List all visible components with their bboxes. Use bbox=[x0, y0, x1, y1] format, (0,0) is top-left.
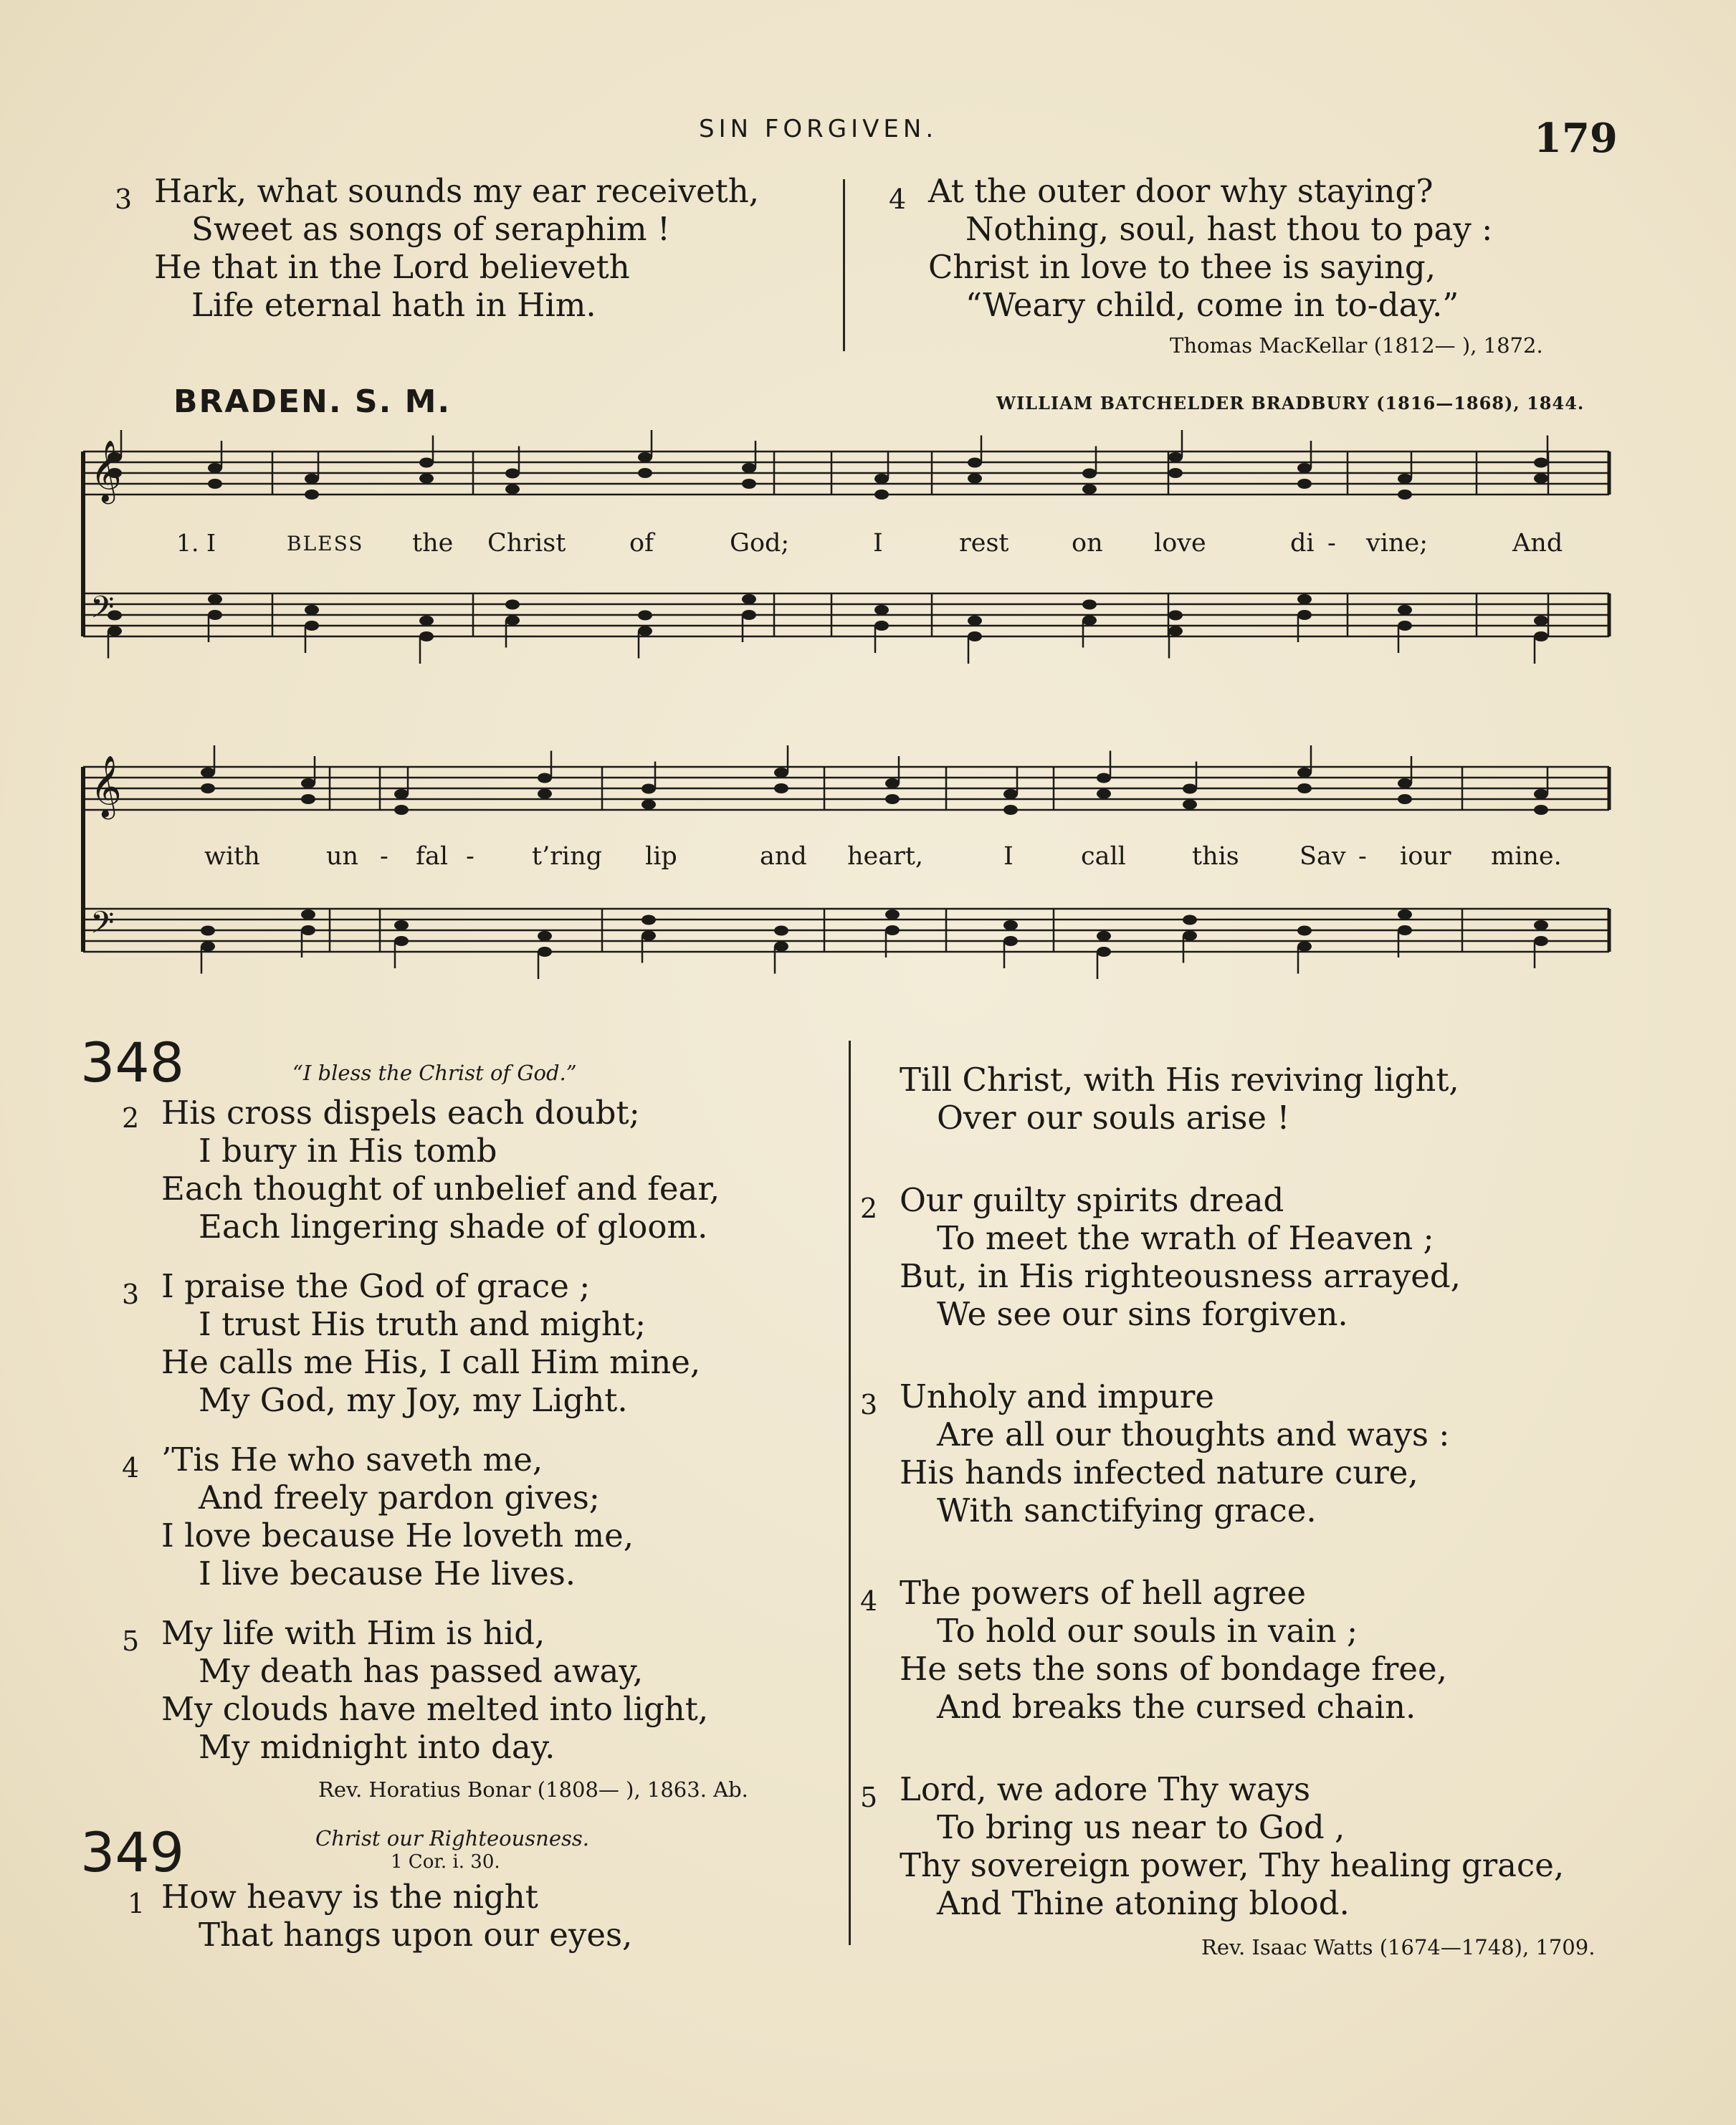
lyric-syllable: and bbox=[760, 842, 807, 871]
hymn-title-349: Christ our Righteousness. bbox=[315, 1826, 589, 1851]
note-head bbox=[885, 778, 900, 788]
lyric-syllable: di bbox=[1290, 529, 1315, 558]
stanza-line: My life with Him is hid, bbox=[161, 1614, 545, 1652]
note-head bbox=[1297, 942, 1312, 952]
lyric-syllable: love bbox=[1154, 529, 1206, 558]
bass-clef: 𝄢 bbox=[90, 905, 115, 948]
lyric-syllable: with bbox=[204, 842, 260, 871]
stanza-line: With sanctifying grace. bbox=[937, 1491, 1317, 1529]
prev-stanza-3 bbox=[115, 172, 759, 324]
note-head bbox=[305, 474, 319, 484]
note-head bbox=[638, 626, 652, 636]
stanza-line: I love because He loveth me, bbox=[161, 1517, 634, 1555]
note-head bbox=[1398, 605, 1412, 615]
hymn349-stanza-3 bbox=[860, 1377, 1449, 1529]
note-head bbox=[1003, 789, 1018, 799]
note-head bbox=[1398, 490, 1412, 500]
stanza-line: Till Christ, with His reviving light, bbox=[900, 1061, 1459, 1099]
stanza-line: Over our souls arise ! bbox=[937, 1099, 1290, 1137]
author-credit: Rev. Isaac Watts (1674—1748), 1709. bbox=[1201, 1935, 1596, 1959]
note-head bbox=[419, 631, 434, 641]
note-head bbox=[742, 594, 756, 604]
note-head bbox=[774, 926, 788, 936]
note-head bbox=[874, 490, 889, 500]
stanza-number: 1 bbox=[128, 1888, 146, 1919]
stanza-number: 2 bbox=[122, 1102, 140, 1134]
stanza-number: 5 bbox=[860, 1782, 878, 1813]
composer-credit: WILLIAM BATCHELDER BRADBURY (1816—1868), 1844. bbox=[996, 393, 1585, 414]
note-head bbox=[1534, 631, 1548, 641]
stanza-line: His hands infected nature cure, bbox=[900, 1453, 1418, 1491]
stanza-line: Life eternal hath in Him. bbox=[191, 286, 596, 324]
note-head bbox=[1082, 616, 1097, 626]
note-head bbox=[1534, 789, 1548, 799]
note-head bbox=[1297, 926, 1312, 936]
lyric-syllable: the bbox=[412, 529, 454, 558]
note-head bbox=[1097, 789, 1111, 799]
treble-clef: 𝄞 bbox=[90, 440, 122, 502]
stanza-line: My midnight into day. bbox=[199, 1728, 555, 1766]
note-head bbox=[538, 947, 552, 957]
stanza-line: My God, my Joy, my Light. bbox=[199, 1381, 628, 1419]
note-head bbox=[874, 474, 889, 484]
note-head bbox=[208, 594, 222, 604]
stanza-number: 4 bbox=[122, 1452, 140, 1484]
hymn349-stanza-5 bbox=[860, 1770, 1564, 1922]
lyric-syllable: un bbox=[326, 842, 359, 871]
hymn-number-349: 349 bbox=[80, 1820, 185, 1884]
hymn348-stanza-3 bbox=[122, 1267, 700, 1419]
stanza-line: But, in His righteousness arrayed, bbox=[900, 1257, 1461, 1295]
note-head bbox=[1534, 936, 1548, 946]
running-title: SIN FORGIVEN. bbox=[699, 115, 938, 143]
note-head bbox=[1082, 600, 1097, 610]
note-head bbox=[1168, 611, 1183, 621]
stanza-line: To hold our souls in vain ; bbox=[937, 1612, 1358, 1650]
note-head bbox=[742, 610, 756, 620]
stanza-line: I bury in His tomb bbox=[199, 1132, 497, 1170]
stanza-line: Each thought of unbelief and fear, bbox=[161, 1170, 720, 1208]
note-head bbox=[774, 942, 788, 952]
hymn348-stanza-4 bbox=[122, 1441, 634, 1592]
hymn348-stanza-2 bbox=[122, 1094, 720, 1246]
note-head bbox=[1003, 805, 1018, 815]
note-head bbox=[394, 789, 409, 799]
hymn349-stanza-1 bbox=[122, 1878, 632, 1954]
note-head bbox=[419, 458, 434, 468]
note-head bbox=[301, 909, 315, 920]
stanza-number: 3 bbox=[860, 1389, 878, 1420]
note-head bbox=[742, 479, 756, 489]
stanza-line: Are all our thoughts and ways : bbox=[937, 1415, 1450, 1453]
note-head bbox=[968, 631, 982, 641]
stanza-line: Christ in love to thee is saying, bbox=[928, 248, 1436, 286]
note-head bbox=[505, 616, 520, 626]
note-head bbox=[874, 621, 889, 631]
stanza-line: My clouds have melted into light, bbox=[161, 1690, 709, 1728]
column-divider bbox=[843, 179, 845, 351]
stanza-line: He sets the sons of bondage free, bbox=[900, 1650, 1447, 1688]
lyric-syllable: vine; bbox=[1366, 529, 1429, 558]
note-head bbox=[301, 925, 315, 935]
note-head bbox=[538, 789, 552, 799]
note-head bbox=[208, 479, 222, 489]
stanza-line: That hangs upon our eyes, bbox=[199, 1916, 633, 1954]
note-head bbox=[201, 942, 215, 952]
lyric-syllable: rest bbox=[959, 529, 1009, 558]
note-head bbox=[1398, 778, 1412, 788]
note-head bbox=[774, 768, 788, 778]
note-head bbox=[1183, 915, 1197, 925]
note-head bbox=[1297, 768, 1312, 778]
note-head bbox=[1297, 783, 1312, 793]
note-head bbox=[1082, 469, 1097, 479]
stanza-line: My death has passed away, bbox=[199, 1652, 644, 1690]
note-head bbox=[305, 605, 319, 615]
note-head bbox=[1097, 773, 1111, 783]
note-head bbox=[1297, 479, 1312, 489]
stanza-number: 4 bbox=[889, 183, 907, 215]
note-head bbox=[1183, 784, 1197, 794]
note-head bbox=[1398, 621, 1412, 631]
stanza-line: And breaks the cursed chain. bbox=[937, 1688, 1416, 1726]
stanza-line: We see our sins forgiven. bbox=[937, 1295, 1348, 1333]
note-head bbox=[1398, 909, 1412, 920]
note-head bbox=[505, 484, 520, 495]
note-head bbox=[1534, 616, 1548, 626]
lyric-syllable: - bbox=[466, 842, 474, 871]
note-head bbox=[1168, 468, 1183, 478]
lyric-syllable: on bbox=[1072, 529, 1103, 558]
note-head bbox=[505, 600, 520, 610]
note-head bbox=[1534, 458, 1548, 468]
lyric-syllable: And bbox=[1512, 529, 1563, 558]
stanza-number: 5 bbox=[122, 1625, 140, 1657]
lyric-syllable: this bbox=[1192, 842, 1239, 871]
note-head bbox=[538, 773, 552, 783]
note-head bbox=[1534, 805, 1548, 815]
note-head bbox=[419, 616, 434, 626]
note-head bbox=[968, 616, 982, 626]
lyric-syllable: call bbox=[1081, 842, 1126, 871]
note-head bbox=[1003, 936, 1018, 946]
stanza-line: Our guilty spirits dread bbox=[900, 1181, 1284, 1219]
note-head bbox=[1297, 610, 1312, 620]
note-head bbox=[642, 800, 656, 810]
stanza-number: 2 bbox=[860, 1193, 878, 1224]
stanza-line: Nothing, soul, hast thou to pay : bbox=[965, 210, 1493, 248]
stanza-number: 3 bbox=[122, 1279, 140, 1310]
hymn-title-348: “I bless the Christ of God.” bbox=[292, 1061, 577, 1085]
note-head bbox=[538, 931, 552, 941]
note-head bbox=[305, 621, 319, 631]
note-head bbox=[1398, 925, 1412, 935]
stanza-line: And Thine atoning blood. bbox=[937, 1884, 1350, 1922]
stanza-line: Hark, what sounds my ear receiveth, bbox=[154, 172, 759, 210]
stanza-line: I trust His truth and might; bbox=[199, 1305, 647, 1343]
stanza-line: To meet the wrath of Heaven ; bbox=[937, 1219, 1434, 1257]
note-head bbox=[394, 920, 409, 930]
lyric-syllable: 1. I bbox=[176, 529, 216, 557]
note-head bbox=[419, 474, 434, 484]
lyric-syllable: Christ bbox=[487, 529, 566, 558]
treble-clef: 𝄞 bbox=[90, 755, 122, 817]
note-head bbox=[1003, 920, 1018, 930]
lyric-syllable: iour bbox=[1400, 842, 1451, 871]
note-head bbox=[1168, 452, 1183, 462]
lyric-syllable: God; bbox=[730, 529, 790, 558]
note-head bbox=[201, 926, 215, 936]
note-head bbox=[742, 463, 756, 473]
note-head bbox=[1398, 474, 1412, 484]
note-head bbox=[1297, 594, 1312, 604]
note-head bbox=[1534, 920, 1548, 930]
stanza-line: At the outer door why staying? bbox=[928, 172, 1434, 210]
note-head bbox=[1183, 800, 1197, 810]
note-head bbox=[642, 931, 656, 941]
note-head bbox=[642, 915, 656, 925]
note-head bbox=[208, 610, 222, 620]
note-head bbox=[885, 909, 900, 920]
lyric-syllable: I bbox=[1003, 842, 1014, 871]
lyric-syllable: heart, bbox=[847, 842, 924, 871]
stanza-line: Thy sovereign power, Thy healing grace, bbox=[900, 1846, 1565, 1884]
note-head bbox=[1534, 474, 1548, 484]
lyric-syllable: of bbox=[629, 529, 654, 558]
note-head bbox=[968, 458, 982, 468]
stanza-line: I praise the God of grace ; bbox=[161, 1267, 591, 1305]
stanza-line: How heavy is the night bbox=[161, 1878, 538, 1916]
stanza-line: Unholy and impure bbox=[900, 1377, 1215, 1415]
lyric-syllable: lip bbox=[645, 842, 677, 871]
note-head bbox=[638, 468, 652, 478]
hymn349-stanza-4 bbox=[860, 1574, 1447, 1726]
author-credit: Rev. Horatius Bonar (1808— ), 1863. Ab. bbox=[318, 1777, 748, 1802]
music-system-2 bbox=[0, 738, 1736, 1011]
note-head bbox=[301, 794, 315, 804]
note-head bbox=[305, 490, 319, 500]
note-head bbox=[1082, 484, 1097, 495]
note-head bbox=[638, 611, 652, 621]
lyric-syllable: BLESS bbox=[287, 532, 364, 555]
note-head bbox=[394, 936, 409, 946]
note-head bbox=[885, 794, 900, 804]
note-head bbox=[1097, 931, 1111, 941]
note-head bbox=[1297, 463, 1312, 473]
note-head bbox=[208, 463, 222, 473]
stanza-line: I live because He lives. bbox=[199, 1555, 576, 1592]
stanza-line: Sweet as songs of seraphim ! bbox=[191, 210, 670, 248]
lyric-syllable: I bbox=[873, 529, 883, 558]
note-head bbox=[301, 778, 315, 788]
note-head bbox=[885, 925, 900, 935]
tune-name: BRADEN. S. M. bbox=[173, 383, 452, 420]
author-credit: Thomas MacKellar (1812— ), 1872. bbox=[1170, 333, 1543, 358]
stanza-line: The powers of hell agree bbox=[900, 1574, 1307, 1612]
stanza-line: Each lingering shade of gloom. bbox=[199, 1208, 708, 1246]
stanza-number: 3 bbox=[115, 183, 133, 215]
note-head bbox=[1398, 794, 1412, 804]
hymn-number-348: 348 bbox=[80, 1031, 185, 1094]
lyric-syllable: fal bbox=[416, 842, 449, 871]
note-head bbox=[394, 805, 409, 815]
stanza-line: To bring us near to God , bbox=[937, 1808, 1345, 1846]
lyric-syllable: t’ring bbox=[532, 842, 603, 871]
note-head bbox=[968, 474, 982, 484]
lyric-syllable: mine. bbox=[1491, 842, 1562, 871]
hymn349-stanza-1-cont bbox=[860, 1061, 1459, 1137]
music-system-1 bbox=[0, 423, 1736, 695]
column-divider bbox=[849, 1041, 851, 1945]
stanza-line: And freely pardon gives; bbox=[199, 1479, 600, 1517]
note-head bbox=[201, 768, 215, 778]
note-head bbox=[505, 469, 520, 479]
lyric-syllable: - bbox=[380, 842, 388, 871]
stanza-line: His cross dispels each doubt; bbox=[161, 1094, 640, 1132]
note-head bbox=[774, 783, 788, 793]
scripture-reference: 1 Cor. i. 30. bbox=[391, 1851, 500, 1873]
lyric-syllable: Sav bbox=[1299, 842, 1346, 871]
note-head bbox=[1183, 931, 1197, 941]
stanza-number: 4 bbox=[860, 1585, 878, 1617]
note-head bbox=[638, 452, 652, 462]
lyric-syllable: - bbox=[1327, 529, 1336, 558]
stanza-line: Lord, we adore Thy ways bbox=[900, 1770, 1311, 1808]
stanza-line: He calls me His, I call Him mine, bbox=[161, 1343, 701, 1381]
note-head bbox=[1168, 626, 1183, 636]
bass-clef: 𝄢 bbox=[90, 590, 115, 633]
note-head bbox=[1097, 947, 1111, 957]
hymn348-stanza-5 bbox=[122, 1614, 708, 1766]
prev-stanza-4 bbox=[889, 172, 1492, 324]
stanza-line: ’Tis He who saveth me, bbox=[161, 1441, 543, 1479]
note-head bbox=[642, 784, 656, 794]
hymn349-stanza-2 bbox=[860, 1181, 1461, 1333]
stanza-line: He that in the Lord believeth bbox=[154, 248, 630, 286]
note-head bbox=[874, 605, 889, 615]
note-head bbox=[201, 783, 215, 793]
lyric-syllable: - bbox=[1358, 842, 1367, 871]
page-number: 179 bbox=[1534, 115, 1618, 162]
stanza-line: “Weary child, come in to-day.” bbox=[965, 286, 1459, 324]
